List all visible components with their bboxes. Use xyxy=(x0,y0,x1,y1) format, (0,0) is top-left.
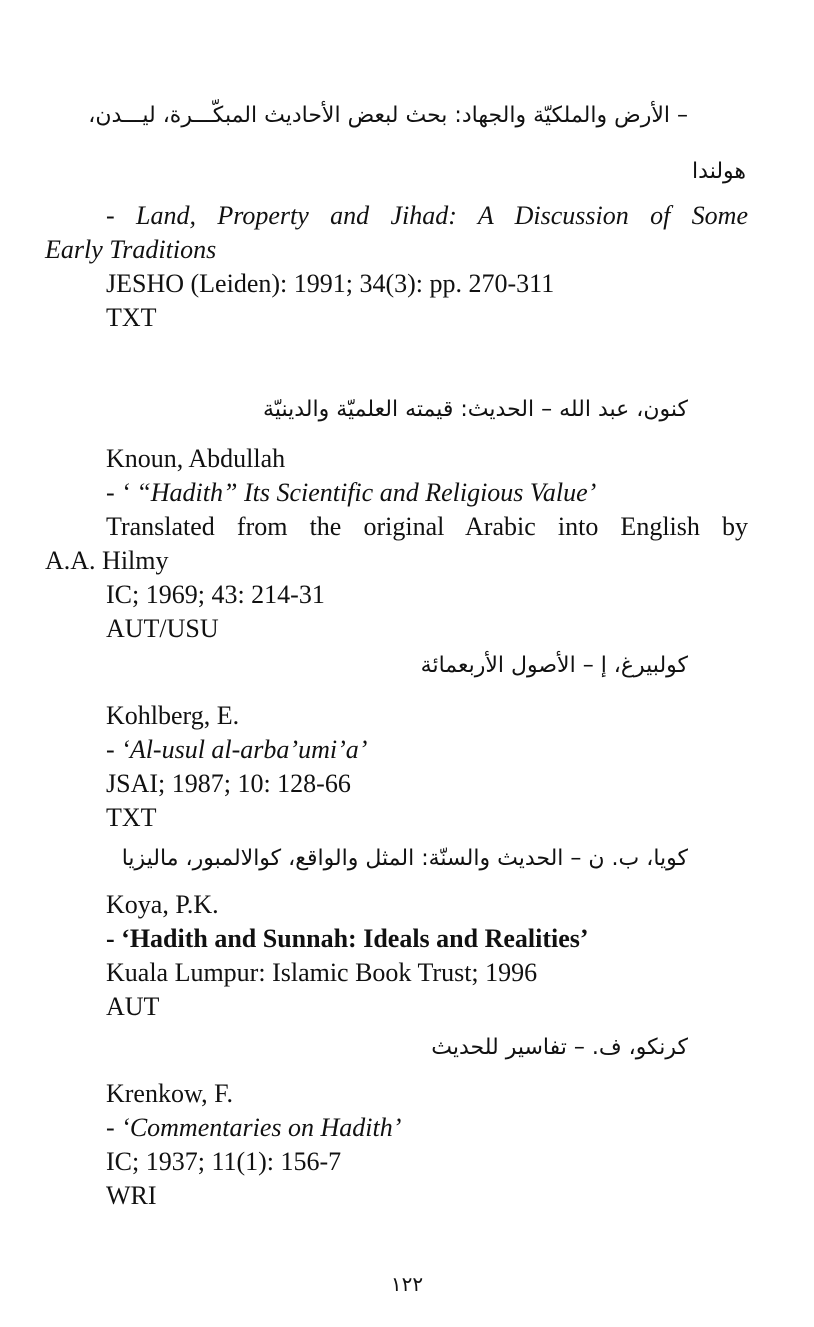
entry-source: Kuala Lumpur: Islamic Book Trust; 1996 xyxy=(106,958,538,987)
entry-code: TXT xyxy=(106,303,157,332)
entry-note-continued: A.A. Hilmy xyxy=(45,546,169,575)
entry-note: Translated from the original Arabic into English by xyxy=(106,512,748,541)
entry-arabic-heading: كرنكو، ف. – تفاسير للحديث xyxy=(431,1035,688,1060)
entry-source: IC; 1969; 43: 214-31 xyxy=(106,580,325,609)
entry-title-continued: Early Traditions xyxy=(45,235,217,264)
entry-source: JESHO (Leiden): 1991; 34(3): pp. 270-311 xyxy=(106,269,555,298)
entry-arabic-heading: كويا، ب. ن – الحديث والسنّة: المثل والواقع، كوالالمبور، ماليزيا xyxy=(121,846,688,871)
entry-source: IC; 1937; 11(1): 156-7 xyxy=(106,1147,342,1176)
entry-code: TXT xyxy=(106,803,157,832)
entry-code: WRI xyxy=(106,1181,157,1210)
entry-code: AUT/USU xyxy=(106,614,219,643)
entry-author: Krenkow, F. xyxy=(106,1079,233,1108)
entry-title: - Land, Property and Jihad: A Discussion of Some xyxy=(106,201,748,230)
entry-title: - ‘ “Hadith” Its Scientific and Religious Value’ xyxy=(106,478,597,507)
entry-author: Knoun, Abdullah xyxy=(106,444,286,473)
entry-arabic-heading: كولبيرغ، إ – الأصول الأربعمائة xyxy=(420,653,688,678)
entry-source: JSAI; 1987; 10: 128-66 xyxy=(106,769,351,798)
entry-arabic-title: – الأرض والملكيّة والجهاد: بحث لبعض الأحاديث المبكّـــرة، ليـــدن، xyxy=(88,103,688,128)
page-number: ١٢٢ xyxy=(390,1272,424,1296)
entry-title: - ‘Al-usul al-arba’umi’a’ xyxy=(106,735,368,764)
entry-title: - ‘Hadith and Sunnah: Ideals and Realities’ xyxy=(106,924,589,953)
entry-title: - ‘Commentaries on Hadith’ xyxy=(106,1113,402,1142)
entry-arabic-title-continued: هولندا xyxy=(692,159,746,184)
entry-author: Kohlberg, E. xyxy=(106,701,240,730)
entry-author: Koya, P.K. xyxy=(106,890,219,919)
entry-code: AUT xyxy=(106,992,160,1021)
entry-arabic-heading: كنون، عبد الله – الحديث: قيمته العلميّة والدينيّة xyxy=(263,397,688,422)
